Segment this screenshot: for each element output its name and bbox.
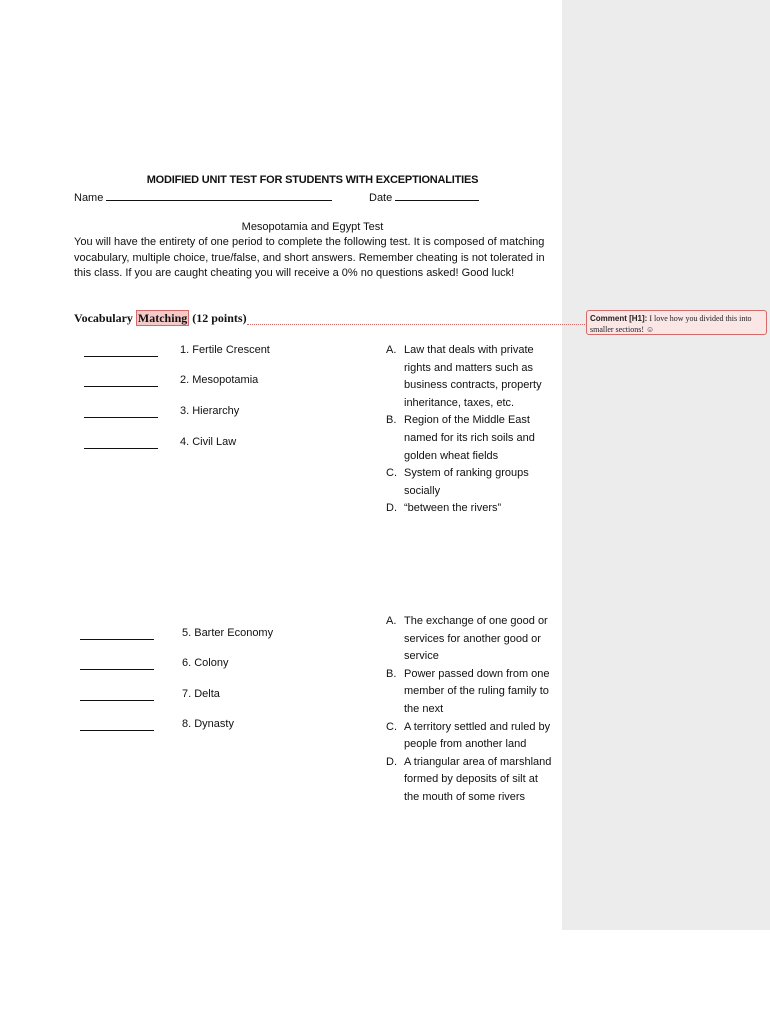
definition-item: [386, 465, 556, 500]
test-title: MODIFIED UNIT TEST FOR STUDENTS WITH EXCEPTIONALITIES: [146, 174, 479, 186]
definition-text: A triangular area of marshland formed by deposits of silt at the mouth of some rivers: [404, 755, 552, 803]
comment-connector-line: [247, 324, 585, 325]
term-6: 6. Colony: [182, 657, 229, 669]
comment-tag: Comment [H1]:: [590, 314, 648, 323]
definition-letter: A.: [386, 344, 397, 356]
definitions-group-1: [386, 342, 556, 518]
definition-letter: B.: [386, 667, 397, 680]
definition-text: A territory settled and ruled by people from another land: [404, 720, 551, 751]
test-subtitle: Mesopotamia and Egypt Test: [241, 221, 384, 233]
comment-margin-pane: [562, 0, 770, 930]
answer-blank-1[interactable]: [84, 356, 158, 357]
definition-letter: A.: [386, 615, 397, 627]
definition-item: [386, 500, 556, 518]
term-1: 1. Fertile Crescent: [180, 344, 270, 356]
definitions-group-2: [386, 613, 556, 807]
term-2: 2. Mesopotamia: [180, 374, 259, 386]
answer-blank-4[interactable]: [84, 448, 158, 449]
date-label: Date: [369, 192, 393, 204]
answer-blank-7[interactable]: [80, 700, 154, 701]
section-heading: [74, 311, 247, 326]
definition-item: [386, 754, 556, 807]
definition-text: Region of the Middle East named for its rich soils and golden wheat fields: [404, 414, 535, 462]
answer-blank-6[interactable]: [80, 669, 154, 670]
term-3: 3. Hierarchy: [180, 405, 240, 417]
definition-text: The exchange of one good or services for another good or service: [404, 615, 548, 663]
name-label: Name: [74, 192, 104, 204]
answer-blank-2[interactable]: [84, 386, 158, 387]
commented-text-highlight[interactable]: Matching: [137, 311, 188, 325]
definition-item: [386, 666, 556, 719]
definition-letter: D.: [386, 755, 397, 768]
term-8: 8. Dynasty: [182, 718, 234, 730]
definition-letter: B.: [386, 414, 397, 427]
definition-text: Power passed down from one member of the ruling family to the next: [404, 667, 550, 715]
definition-text: “between the rivers”: [404, 502, 502, 515]
definition-item: [386, 613, 556, 666]
section-label-prefix: Vocabulary: [74, 311, 133, 325]
definition-item: [386, 412, 556, 465]
term-5: 5. Barter Economy: [182, 627, 274, 639]
term-4: 4. Civil Law: [180, 436, 237, 448]
definition-letter: C.: [386, 720, 397, 733]
date-field: [369, 189, 479, 204]
date-blank[interactable]: [395, 189, 479, 201]
test-instructions: You will have the entirety of one period to complete the following test. It is composed of matching vocabulary, multiple choice, true/false, and short answers. Remember cheating is not tolerated in this class. If you are caught cheating you will receive a 0% no questions asked! Good luck!: [74, 236, 545, 279]
answer-blank-5[interactable]: [80, 639, 154, 640]
definition-item: [386, 342, 556, 412]
answer-blank-3[interactable]: [84, 417, 158, 418]
definition-text: Law that deals with private rights and matters such as business contracts, property inheritance, taxes, etc.: [404, 344, 542, 409]
comment-text: I love how you divided this into smaller sections! ☺: [590, 314, 752, 334]
definition-item: [386, 719, 556, 754]
comment-balloon[interactable]: [586, 310, 767, 335]
definition-letter: D.: [386, 502, 397, 515]
definition-letter: C.: [386, 467, 397, 480]
name-blank[interactable]: [106, 189, 332, 201]
section-label-suffix: (12 points): [192, 311, 247, 325]
definition-text: System of ranking groups socially: [404, 467, 529, 497]
answer-blank-8[interactable]: [80, 730, 154, 731]
term-7: 7. Delta: [182, 688, 220, 700]
name-field: [74, 189, 332, 204]
